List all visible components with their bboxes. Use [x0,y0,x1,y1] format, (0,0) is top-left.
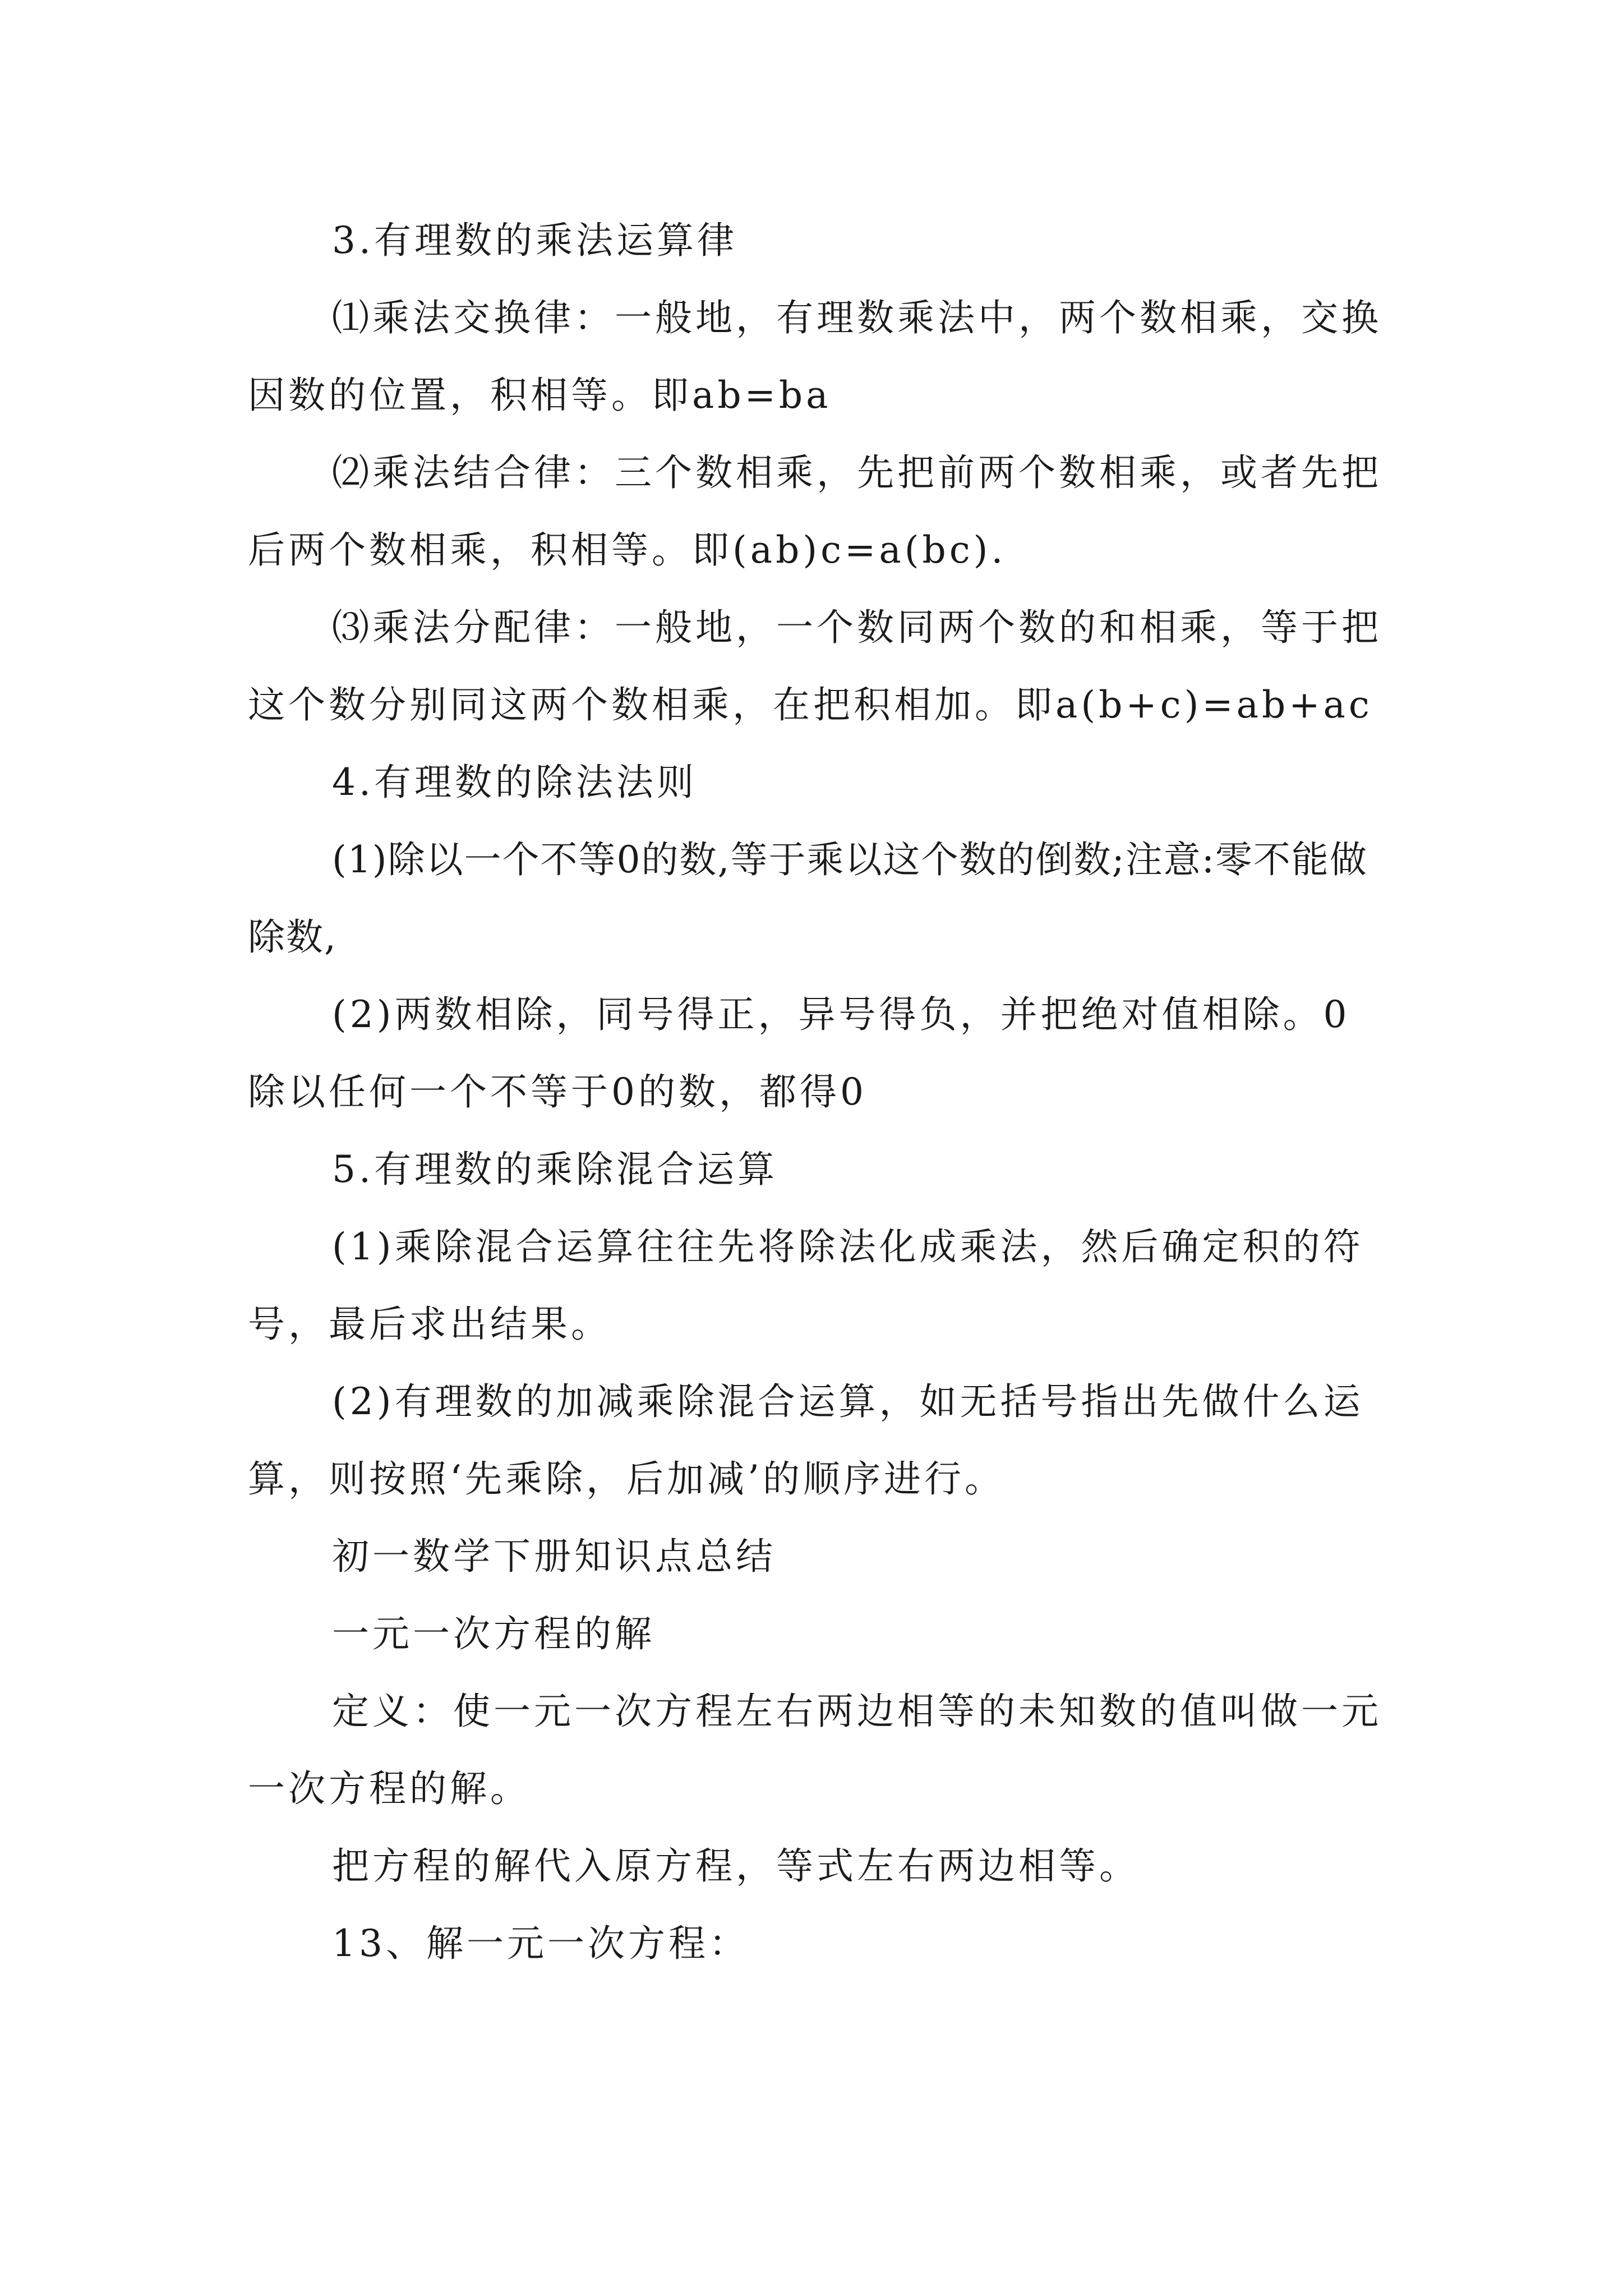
paragraph-mixed-operations-1: (1)乘除混合运算往往先将除法化成乘法，然后确定积的符号，最后求出结果。 [248,1225,1364,1346]
section-heading-division-rule: 4.有理数的除法法则 [332,761,697,804]
section-heading-mixed-operations: 5.有理数的乘除混合运算 [332,1148,778,1191]
paragraph-division-rule-2: (2)两数相除，同号得正，异号得负，并把绝对值相除。0除以任何一个不等于0的数，都得0 [248,993,1350,1114]
section-heading-multiplication-laws: 3.有理数的乘法运算律 [332,219,737,262]
paragraph-substitution-check: 把方程的解代入原方程，等式左右两边相等。 [332,1844,1140,1888]
section-heading-solve-linear-equation: 13、解一元一次方程： [332,1922,749,1965]
paragraph-associative-law: ⑵乘法结合律：三个数相乘，先把前两个数相乘，或者先把后两个数相乘，积相等。即(ab)c=a(bc). [248,451,1382,572]
paragraph-commutative-law: ⑴乘法交换律：一般地，有理数乘法中，两个数相乘，交换因数的位置，积相等。即ab=ba [248,296,1382,417]
paragraph-mixed-operations-2: (2)有理数的加减乘除混合运算，如无括号指出先做什么运算，则按照‘先乘除，后加减’的顺序进行。 [248,1380,1364,1501]
paragraph-solution-definition: 定义：使一元一次方程左右两边相等的未知数的值叫做一元一次方程的解。 [248,1690,1382,1810]
section-heading-linear-equation-solution: 一元一次方程的解 [332,1612,655,1655]
paragraph-division-rule-1: (1)除以一个不等0的数,等于乘以这个数的倒数;注意:零不能做除数, [248,838,1368,959]
document-body [248,202,1386,1982]
paragraph-distributive-law: ⑶乘法分配律：一般地，一个数同两个数的和相乘，等于把这个数分别同这两个数相乘，在把积相加。即a(b+c)=ab+ac [248,606,1382,726]
section-heading-grade7-summary: 初一数学下册知识点总结 [332,1535,776,1578]
